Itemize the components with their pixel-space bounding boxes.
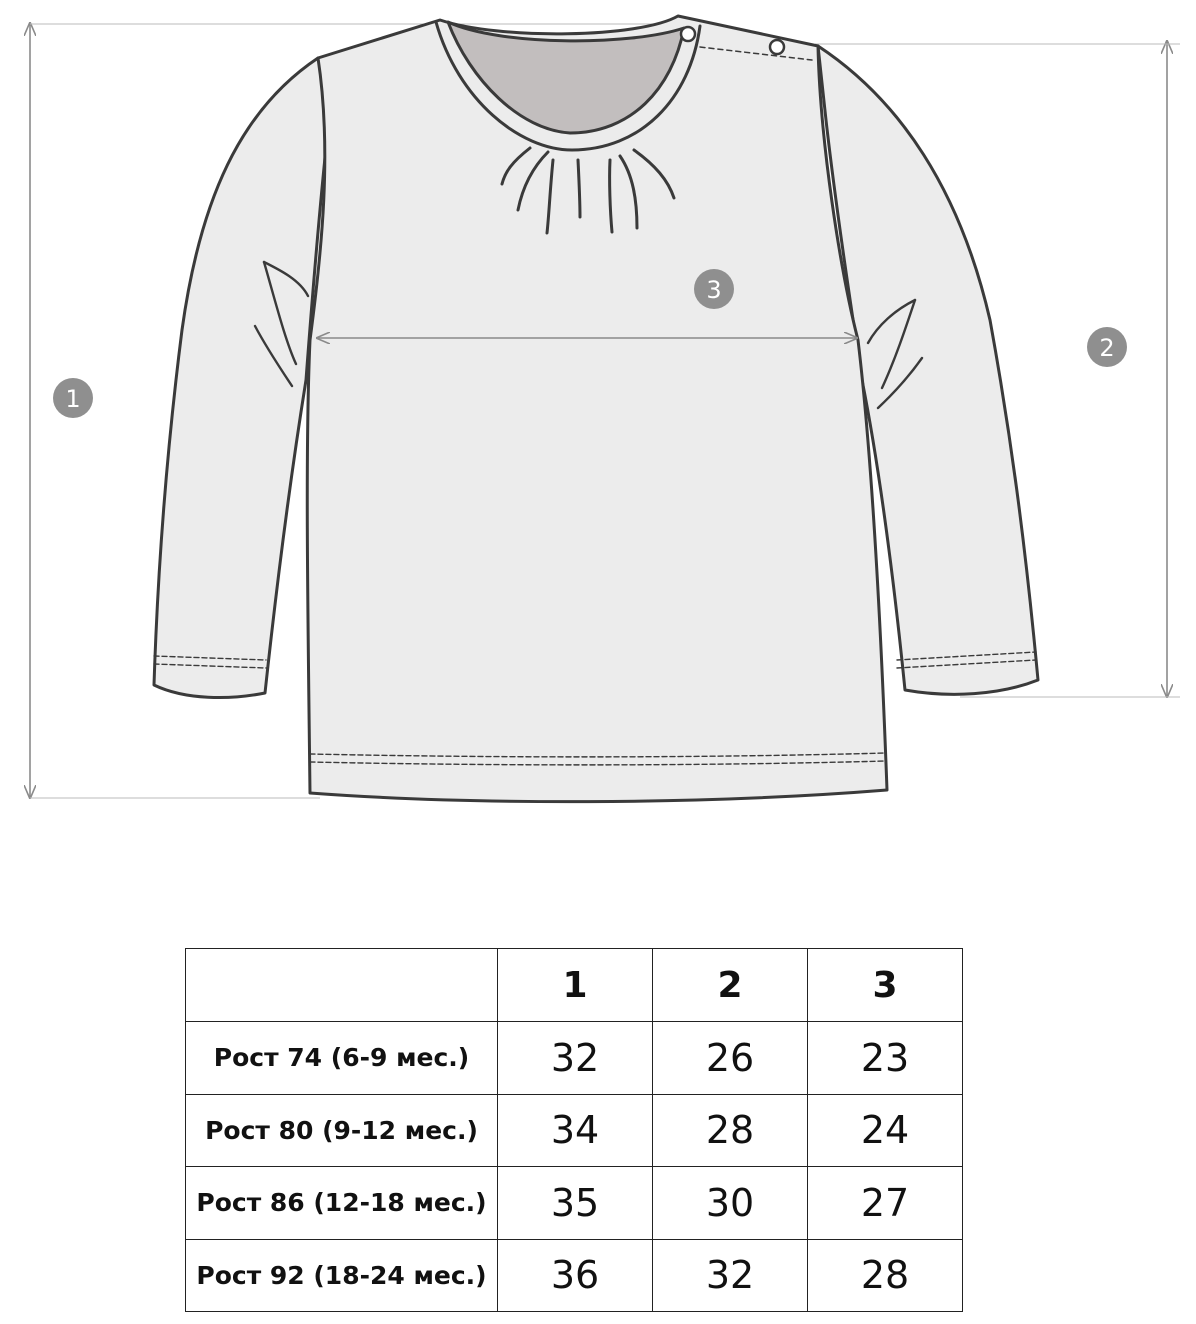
marker-3 xyxy=(694,269,734,309)
table-cell: 36 xyxy=(498,1239,653,1312)
table-row xyxy=(186,1022,963,1095)
left-sleeve xyxy=(154,58,330,698)
table-cell: 34 xyxy=(498,1094,653,1167)
marker-2 xyxy=(1087,327,1127,367)
table-cell: 26 xyxy=(653,1022,808,1095)
header-cell-1: 1 xyxy=(498,949,653,1022)
marker-2-label: 2 xyxy=(1099,334,1115,362)
table-row xyxy=(186,1167,963,1240)
snap-button-icon xyxy=(770,40,784,54)
row-label: Рост 80 (9-12 мес.) xyxy=(186,1094,498,1167)
table-cell: 32 xyxy=(653,1239,808,1312)
header-cell-3: 3 xyxy=(808,949,963,1022)
table-cell: 32 xyxy=(498,1022,653,1095)
table-cell: 30 xyxy=(653,1167,808,1240)
table-row xyxy=(186,1239,963,1312)
shirt-body xyxy=(307,16,887,802)
marker-3-label: 3 xyxy=(706,276,722,304)
long-sleeve-shirt-icon xyxy=(154,16,1038,802)
row-label: Рост 74 (6-9 мес.) xyxy=(186,1022,498,1095)
table-cell: 35 xyxy=(498,1167,653,1240)
header-cell-empty xyxy=(186,949,498,1022)
marker-1-label: 1 xyxy=(65,385,81,413)
row-label: Рост 92 (18-24 мес.) xyxy=(186,1239,498,1312)
row-label: Рост 86 (12-18 мес.) xyxy=(186,1167,498,1240)
header-cell-2: 2 xyxy=(653,949,808,1022)
table-cell: 23 xyxy=(808,1022,963,1095)
table-cell: 27 xyxy=(808,1167,963,1240)
table-cell: 28 xyxy=(808,1239,963,1312)
marker-1 xyxy=(53,378,93,418)
table-row xyxy=(186,1094,963,1167)
snap-button-icon xyxy=(681,27,695,41)
table-cell: 28 xyxy=(653,1094,808,1167)
table-header-row xyxy=(186,949,963,1022)
table-cell: 24 xyxy=(808,1094,963,1167)
size-table xyxy=(185,948,963,1312)
